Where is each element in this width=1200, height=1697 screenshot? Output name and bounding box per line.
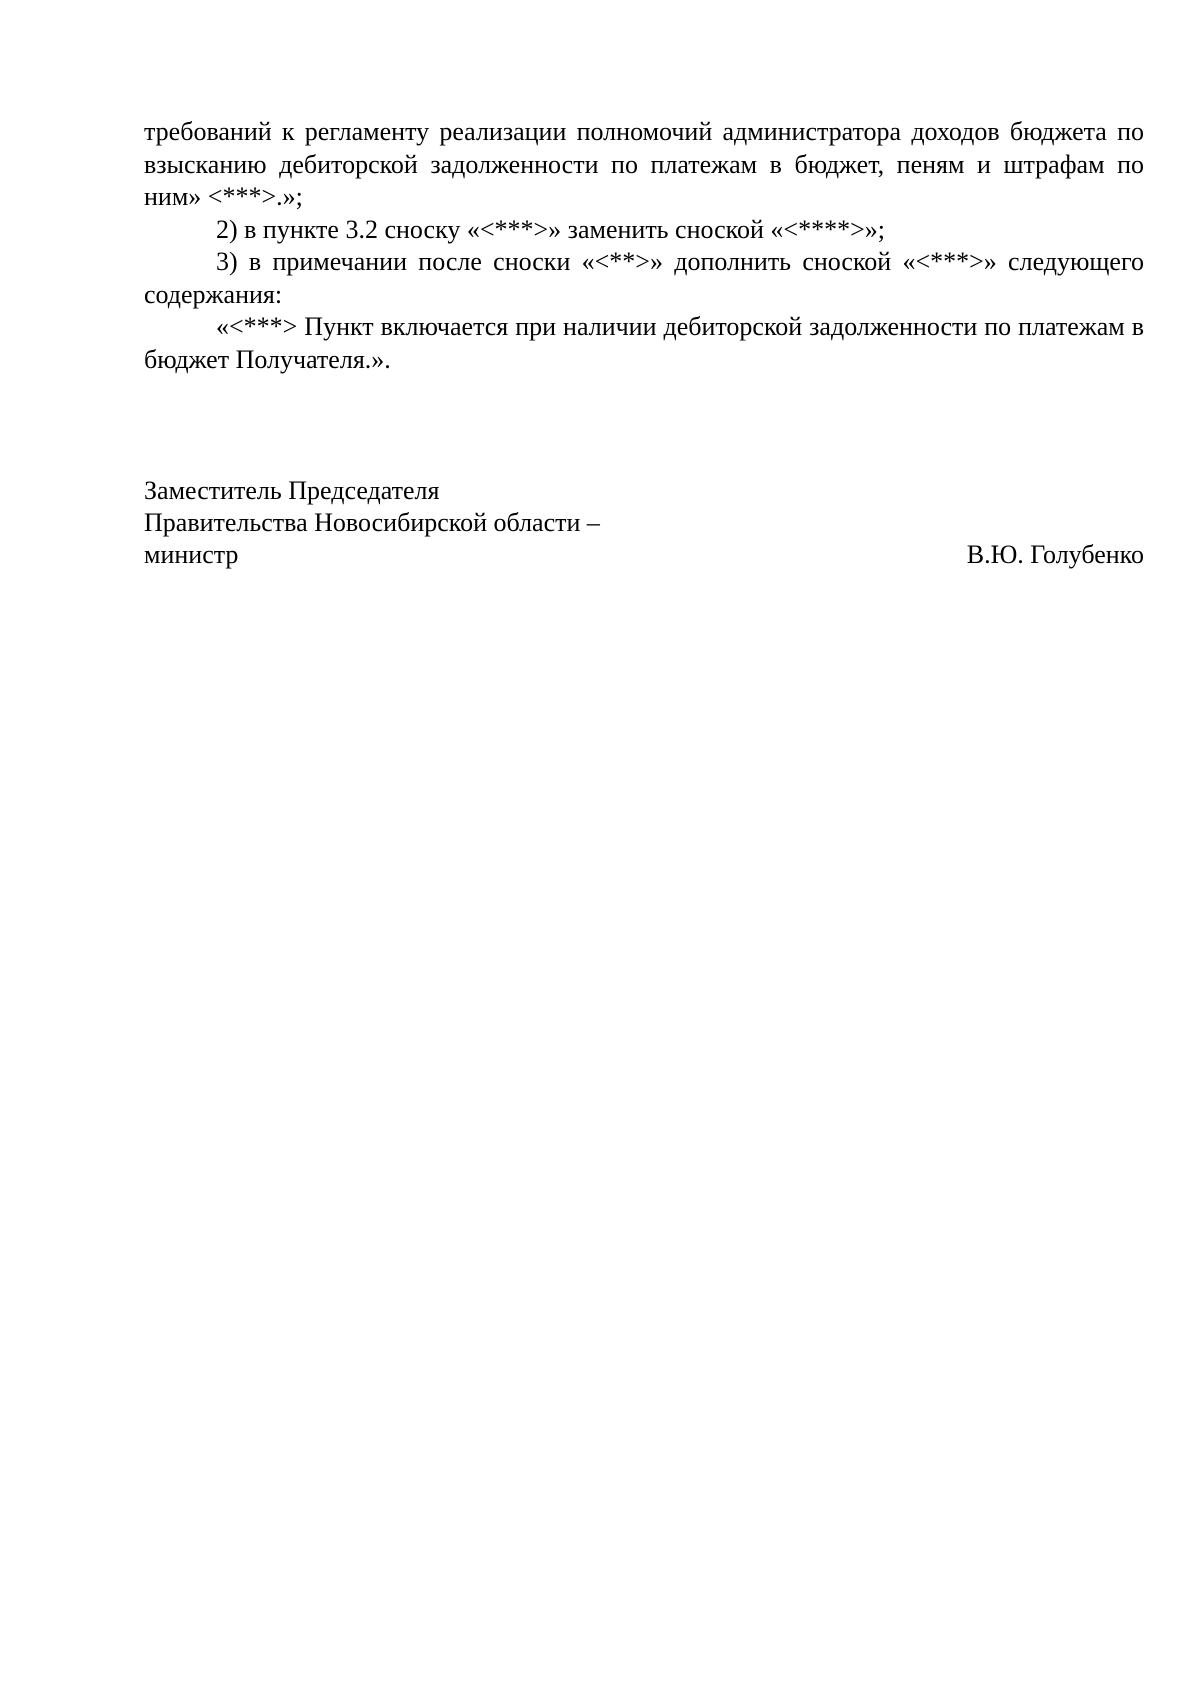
paragraph-continuation: требований к регламенту реализации полномочий администратора доходов бюджета по взысканию дебиторской задолженности по платежам в бюджет, пеням и штрафам по ним» <***>.»; xyxy=(144,117,1144,211)
paragraph-footnote-text: «<***> Пункт включается при наличии дебиторской задолженности по платежам в бюджет Получателя.». xyxy=(144,312,1144,374)
paragraph-item-2: 2) в пункте 3.2 сноску «<***>» заменить сноской «<****>»; xyxy=(216,214,885,244)
signature-block xyxy=(144,475,1144,571)
signature-last-row xyxy=(144,539,1144,571)
signatory-position-line-2: Правительства Новосибирской области – xyxy=(144,508,600,537)
document-body xyxy=(144,116,1144,376)
signatory-position-line-1: Заместитель Председателя xyxy=(144,476,440,505)
signatory-position-line-3: министр xyxy=(144,540,239,569)
paragraph-item-3: 3) в примечании после сноски «<**>» дополнить сноской «<***>» следующего содержания: xyxy=(144,247,1144,309)
signatory-name: В.Ю. Голубенко xyxy=(966,540,1144,569)
